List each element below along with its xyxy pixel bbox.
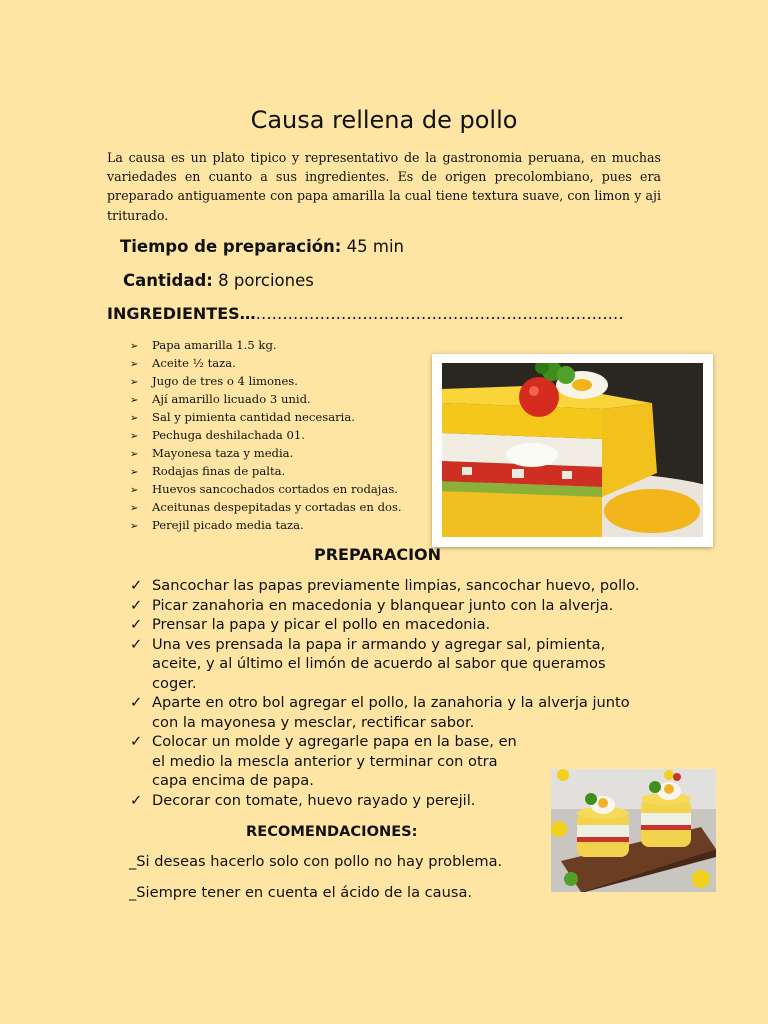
preparation-heading: PREPARACION [314,545,442,564]
list-item [130,444,402,462]
ingredient-text: Sal y pimienta cantidad necesaria. [152,410,355,424]
arrow-bullet-icon: ➢ [130,485,139,496]
ingredient-text: Aceite ½ taza. [152,356,236,370]
list-item [130,408,402,426]
arrow-bullet-icon: ➢ [130,341,139,352]
prep-time [120,237,404,256]
step-text: Prensar la papa y picar el pollo en macedonia. [152,616,491,633]
step-text: Decorar con tomate, huevo rayado y perejil. [152,791,476,809]
list-item [130,390,402,408]
step-text: Sancochar las papas previamente limpias, sancochar huevo, pollo. [152,577,640,594]
list-item [130,576,672,596]
checkmark-icon: ✓ [130,791,143,809]
arrow-bullet-icon: ➢ [130,413,139,424]
prep-time-label: Tiempo de preparación: [120,237,342,256]
intro-paragraph: La causa es un plato tipico y representativo de la gastronomia peruana, en muchas variedades en cuanto a sus ingredientes. Es de origen precolombiano, pues era preparado antiguamente con papa amarilla la cual tiene textura suave, con limon y aji triturado. [107,149,661,223]
arrow-bullet-icon: ➢ [130,395,139,406]
page-title: Causa rellena de pollo [250,106,518,135]
list-item [130,498,402,516]
checkmark-icon: ✓ [130,577,143,594]
arrow-bullet-icon: ➢ [130,359,139,370]
causa-slice-image [442,363,703,537]
checkmark-icon: ✓ [130,596,143,614]
arrow-bullet-icon: ➢ [130,503,139,514]
list-item [130,635,672,694]
ingredient-text: Aceitunas despepitadas y cortadas en dos. [152,500,402,514]
recommendation-item: _Si deseas hacerlo solo con pollo no hay problema. [129,853,503,870]
ingredient-text: Jugo de tres o 4 limones. [152,374,298,388]
ingredients-heading [107,304,624,323]
ingredients-heading-dots: …………………………………………………………… [255,304,624,323]
arrow-bullet-icon: ➢ [130,377,139,388]
ingredients-list [130,336,402,534]
ingredients-heading-text: INGREDIENTES… [107,304,256,323]
ingredient-text: Rodajas finas de palta. [152,464,286,478]
list-item [130,426,402,444]
list-item [130,480,402,498]
list-item [130,336,402,354]
arrow-bullet-icon: ➢ [130,467,139,478]
checkmark-icon: ✓ [130,635,143,653]
list-item [130,693,672,732]
list-item [130,462,402,480]
ingredient-text: Pechuga deshilachada 01. [152,428,305,442]
prep-time-value: 45 min [346,237,405,256]
causa-cups-photo [551,769,716,892]
checkmark-icon: ✓ [130,733,143,750]
quantity-label: Cantidad: [123,271,213,290]
step-text: Colocar un molde y agregarle papa en la base, en el medio la mescla anterior y terminar con otra capa encima de papa. [152,733,517,789]
ingredient-text: Mayonesa taza y media. [152,446,294,460]
step-text: Una ves prensada la papa ir armando y agregar sal, pimienta, aceite, y al último el limón de acuerdo al sabor que queramos coger. [152,635,606,692]
checkmark-icon: ✓ [130,694,143,711]
ingredient-text: Perejil picado media taza. [152,518,304,532]
list-item [130,516,402,534]
quantity [123,271,314,290]
step-text: Picar zanahoria en macedonia y blanquear junto con la alverja. [152,596,614,614]
list-item [130,596,672,616]
causa-slice-photo [432,354,713,547]
arrow-bullet-icon: ➢ [130,431,139,442]
list-item [130,354,402,372]
arrow-bullet-icon: ➢ [130,521,139,532]
recommendation-item: _Siempre tener en cuenta el ácido de la causa. [129,884,473,901]
checkmark-icon: ✓ [130,616,143,633]
arrow-bullet-icon: ➢ [130,449,139,460]
list-item [130,372,402,390]
quantity-value: 8 porciones [218,271,314,290]
list-item [130,615,672,635]
ingredient-text: Huevos sancochados cortados en rodajas. [152,482,398,496]
ingredient-text: Papa amarilla 1.5 kg. [152,338,277,352]
ingredient-text: Ají amarillo licuado 3 unid. [152,392,311,406]
step-text: Aparte en otro bol agregar el pollo, la zanahoria y la alverja junto con la mayonesa y mesclar, rectificar sabor. [152,694,630,731]
recommendations-heading: RECOMENDACIONES: [246,823,418,840]
